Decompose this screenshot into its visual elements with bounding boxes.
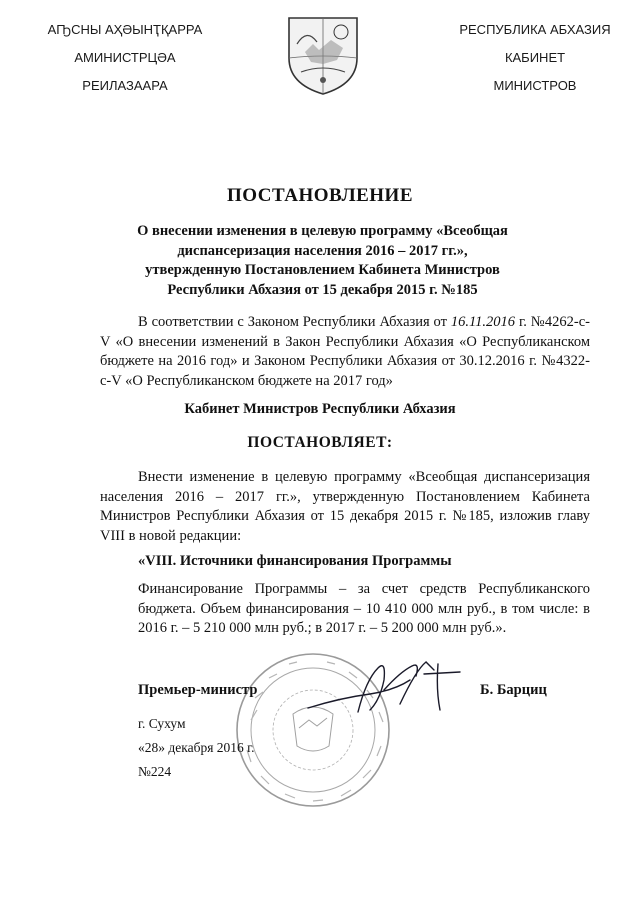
document-number: №224 <box>138 764 172 779</box>
document-subtitle: О внесении изменения в целевую программу «Всеобщая диспансеризация населения 2016 – 2017 гг.», утвержденную Постановлением Кабинета Министров Республики Абхазия от 15 декабря 2015 г. №185 <box>137 223 508 298</box>
header-left-line-2: АМИНИСТРЦӘА <box>74 50 176 65</box>
resolution-paragraph: Внести изменение в целевую программу «Всеобщая диспансеризация населения 2016 – 2017 гг.», утвержденную Постановлением Кабинета Министров Республики Абхазия от 15 декабря 2015 г. №185, изложив главу VIII в новой редакции: <box>100 469 590 544</box>
section-heading: «VIII. Источники финансирования Программы <box>138 553 452 569</box>
header-right <box>440 20 630 104</box>
document-date: «28» декабря 2016 г. <box>138 740 255 755</box>
preamble-intro: В соответствии с Законом Республики Абхазия от <box>138 314 447 330</box>
signatory-title: Премьер-министр <box>138 682 258 698</box>
header-left-line-1: АҦСНЫ АҲӘЫНҬҚАРРА <box>47 22 203 37</box>
signatory-name: Б. Барциц <box>480 682 547 698</box>
resolves-heading: ПОСТАНОВЛЯЕТ: <box>247 434 393 451</box>
header-right-line-2: КАБИНЕТ <box>504 50 566 65</box>
document-title: ПОСТАНОВЛЕНИЕ <box>226 185 414 206</box>
handwritten-signature <box>300 650 470 720</box>
header-left-line-3: РЕИЛАЗААРА <box>82 78 168 93</box>
header-left <box>40 20 210 104</box>
preamble-rest: г. №4262-с-V «О внесении изменений в Закон Республики Абхазия «О Республиканском бюджете на 2016 год» и Законом Республики Абхазия от 30.12.2016 г. №4322-с-V «О Республиканском бюджете на 2017 год» <box>100 314 591 389</box>
financing-paragraph: Финансирование Программы – за счет средств Республиканского бюджета. Объем финансирования – 10 410 000 млн руб., в том числе: в 2016 г. – 5 210 000 млн руб.; в 2017 г. – 5 200 000 млн руб.». <box>138 581 590 636</box>
header-right-line-1: РЕСПУБЛИКА АБХАЗИЯ <box>459 22 611 37</box>
header-right-line-3: МИНИСТРОВ <box>493 78 577 93</box>
document-city: г. Сухум <box>138 716 186 731</box>
organization-name: Кабинет Министров Республики Абхазия <box>184 401 456 417</box>
preamble-paragraph <box>100 313 590 391</box>
preamble-date: 16.11.2016 <box>450 314 516 330</box>
coat-of-arms-emblem <box>283 14 363 98</box>
